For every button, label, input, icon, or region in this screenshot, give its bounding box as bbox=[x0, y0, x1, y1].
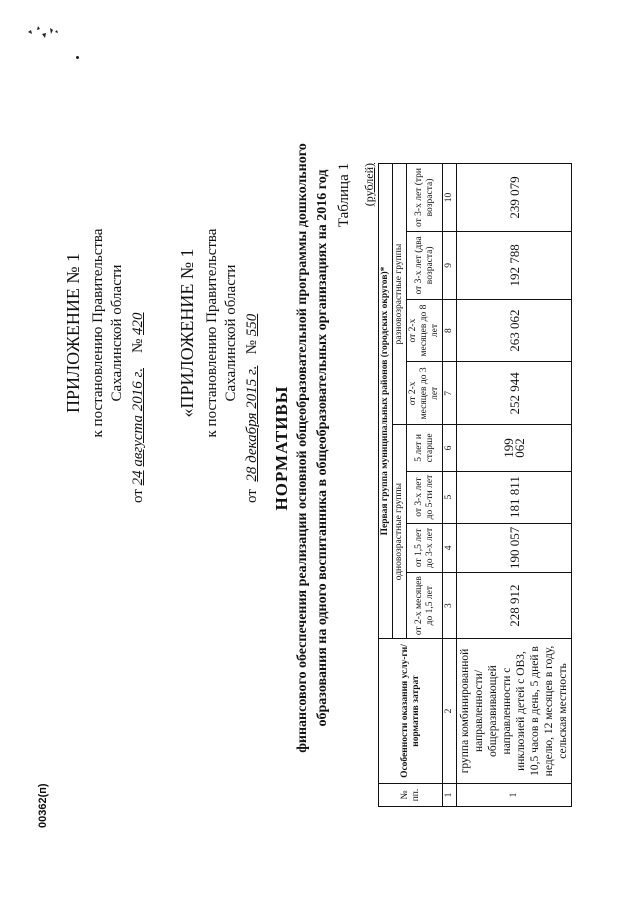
row-num: 1 bbox=[457, 784, 572, 807]
header-col-8: от 2-х месяцев до 8 лет bbox=[407, 299, 443, 362]
units-label: (рублей) bbox=[362, 163, 376, 207]
pen-dot-mark bbox=[76, 56, 79, 59]
header-mixed-age: разновозрастные группы bbox=[393, 164, 407, 425]
row-value: 263 062 bbox=[457, 299, 572, 362]
row-value: 252 944 bbox=[457, 362, 572, 425]
appendix-1-no: № bbox=[130, 338, 146, 354]
appendix-block-2 bbox=[178, 163, 262, 503]
header-num: № пп. bbox=[379, 784, 443, 807]
appendix-1-line1: к постановлению Правительства bbox=[90, 228, 106, 438]
appendix-1-line2: Сахалинской области bbox=[109, 264, 125, 402]
row-value: 190 057 bbox=[457, 523, 572, 573]
index-cell: 5 bbox=[443, 471, 457, 523]
header-same-age: одновозрастные группы bbox=[393, 425, 407, 639]
appendix-2-date: 28 декабря 2015 г. bbox=[244, 365, 260, 482]
index-cell: 3 bbox=[443, 573, 457, 639]
row-value: 228 912 bbox=[457, 573, 572, 639]
appendix-2-number: 550 bbox=[244, 313, 260, 337]
header-col-3: от 2-х месяцев до 1,5 лет bbox=[407, 573, 443, 639]
table-label: Таблица 1 bbox=[336, 163, 352, 228]
row-value: 181 811 bbox=[457, 471, 572, 523]
table-header-row-1 bbox=[379, 164, 393, 807]
appendix-2-heading: «ПРИЛОЖЕНИЕ № 1 bbox=[177, 248, 197, 418]
header-group: Первая группа муниципальных районов (городских округов)* bbox=[379, 164, 393, 639]
appendix-1-date-row bbox=[129, 163, 148, 503]
appendix-1-day: 24 bbox=[130, 470, 146, 486]
index-cell: 8 bbox=[443, 299, 457, 362]
appendix-1-number: 420 bbox=[130, 312, 146, 335]
header-col-5: от 3-х лет до 5-ти лет bbox=[407, 471, 443, 523]
row-feature: группа комбинированной направленности/ общеразвивающей направленности с инклюзией детей с ОВЗ, 10,5 часов в день, 5 дней в неделю, 12 месяцев в году, сельская местность bbox=[457, 639, 572, 784]
index-cell: 4 bbox=[443, 523, 457, 573]
title-block bbox=[272, 103, 332, 793]
header-col-4: от 1,5 лет до 3-х лет bbox=[407, 523, 443, 573]
document-title: НОРМАТИВЫ bbox=[272, 385, 291, 511]
document-subtitle-line1: финансового обеспечения реализации основной общеобразовательной программы дошкольного bbox=[295, 143, 310, 753]
header-col-9: от 3-х лет (два возраста) bbox=[407, 232, 443, 300]
appendix-2-from: от bbox=[244, 489, 260, 503]
row-value: 192 788 bbox=[457, 232, 572, 300]
rotated-document bbox=[10, 13, 630, 893]
appendix-1-from: от bbox=[130, 489, 146, 503]
table-index-row bbox=[443, 164, 457, 807]
index-cell: 10 bbox=[443, 164, 457, 232]
document-subtitle-line2: образования на одного воспитанника в общеобразовательных организациях на 2016 год bbox=[315, 169, 330, 727]
row-value: 199 062 bbox=[457, 425, 572, 471]
appendix-2-date-row bbox=[243, 163, 262, 503]
table-row bbox=[457, 164, 572, 807]
index-cell: 7 bbox=[443, 362, 457, 425]
appendix-1-month-year: августа 2016 г. bbox=[130, 368, 146, 467]
header-col-6: 5 лет и старше bbox=[407, 425, 443, 471]
appendix-1-heading: ПРИЛОЖЕНИЕ № 1 bbox=[63, 252, 83, 414]
page-number: 00362(п) bbox=[37, 783, 49, 828]
norms-table bbox=[378, 163, 572, 807]
index-cell: 2 bbox=[443, 639, 457, 784]
appendix-2-line1: к постановлению Правительства bbox=[204, 228, 220, 438]
index-cell: 1 bbox=[443, 784, 457, 807]
header-col-7: от 2-х месяцев до 3 лет bbox=[407, 362, 443, 425]
header-feature: Особенности оказания услу-ги/норматив затрат bbox=[379, 639, 443, 784]
row-value: 239 079 bbox=[457, 164, 572, 232]
appendix-2-line2: Сахалинской области bbox=[223, 264, 239, 402]
appendix-block-1 bbox=[64, 163, 148, 503]
index-cell: 9 bbox=[443, 232, 457, 300]
index-cell: 6 bbox=[443, 425, 457, 471]
appendix-2-no: № bbox=[244, 340, 260, 355]
header-col-10: от 3-х лет (три возраста) bbox=[407, 164, 443, 232]
